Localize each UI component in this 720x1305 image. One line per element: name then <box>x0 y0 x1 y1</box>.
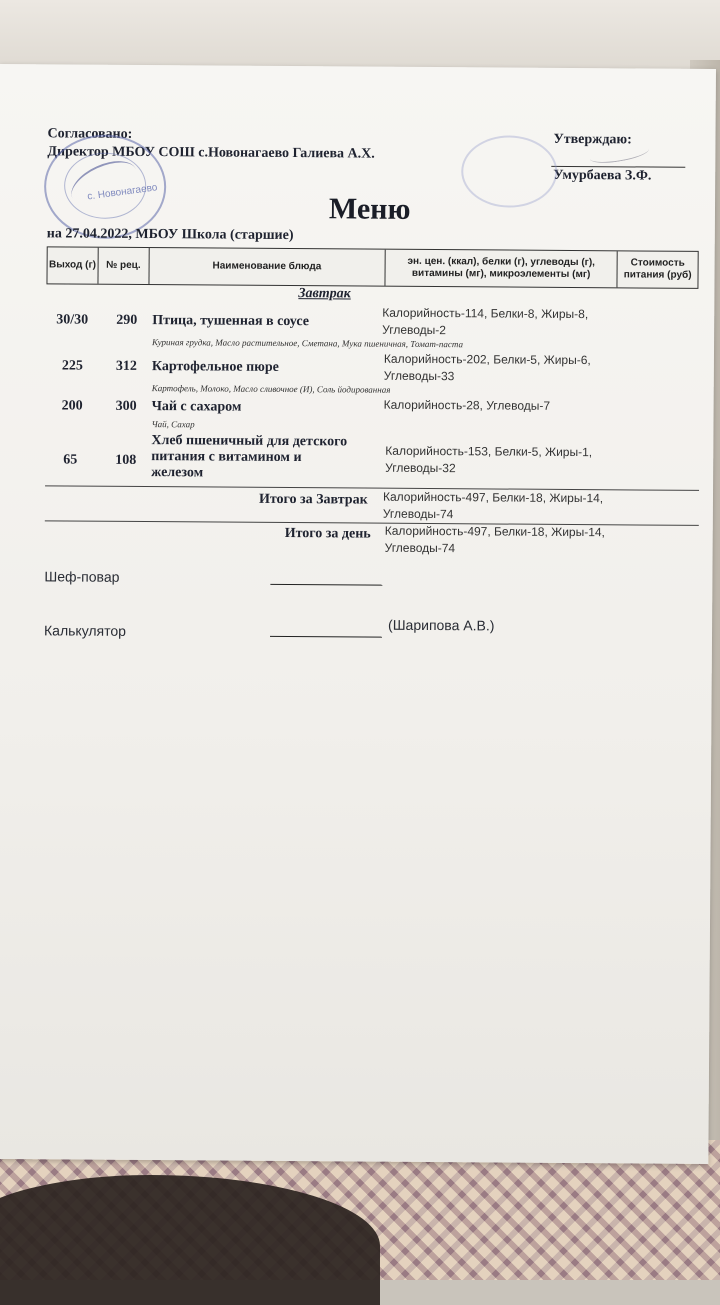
stamp-text: с. Новонагаево <box>86 182 159 203</box>
calculator-name: (Шарипова А.В.) <box>388 616 495 634</box>
calculator-signature-line <box>270 636 382 638</box>
menu-document <box>0 64 716 1164</box>
nutrition-line: Калорийность-28, Углеводы-7 <box>383 397 551 413</box>
chef-label: Шеф-повар <box>44 568 120 585</box>
breakfast-total-label: Итого за Завтрак <box>258 491 368 508</box>
row-ingredients: Чай, Сахар <box>151 419 195 430</box>
breakfast-total-nutrition <box>383 489 623 525</box>
dish-line: Хлеб пшеничный для детского <box>151 433 348 450</box>
nutrition-line: Углеводы-32 <box>385 460 456 476</box>
row-yield: 225 <box>61 358 83 374</box>
approval-label: Согласовано: <box>47 126 133 142</box>
nutrition-line: Углеводы-33 <box>383 368 455 384</box>
row-yield: 200 <box>61 398 83 414</box>
row-ingredients: Картофель, Молоко, Масло сливочное (И), Соль йодированная <box>151 383 391 395</box>
nutrition-line: Углеводы-2 <box>382 322 447 338</box>
row-nutrition <box>384 397 624 416</box>
col-nutrition-header: эн. цен. (ккал), белки (г), углеводы (г), витамины (мг), микроэлементы (мг) <box>385 250 618 288</box>
dish-line: питания с витамином и <box>151 449 302 466</box>
row-nutrition <box>382 305 622 341</box>
menu-date-subtitle: на 27.04.2022, МБОУ Школа (старшие) <box>46 226 294 244</box>
confirm-label: Утверждаю: <box>553 131 632 148</box>
row-nutrition <box>384 351 624 387</box>
row-yield: 30/30 <box>56 312 89 328</box>
nutrition-line: Калорийность-202, Белки-5, Жиры-6, <box>383 351 591 368</box>
row-dish: Птица, тушенная в соусе <box>152 313 310 330</box>
row-dish <box>151 433 347 482</box>
row-recipe: 290 <box>116 312 138 328</box>
nutrition-line: Калорийность-497, Белки-18, Жиры-14, <box>384 523 605 540</box>
day-total-nutrition <box>385 523 625 559</box>
col-dish-header: Наименование блюда <box>149 248 386 286</box>
calculator-label: Калькулятор <box>43 622 127 639</box>
row-recipe: 300 <box>115 398 137 414</box>
table-header <box>46 246 698 289</box>
nutrition-line: Калорийность-153, Белки-5, Жиры-1, <box>385 443 593 460</box>
nutrition-line: Калорийность-497, Белки-18, Жиры-14, <box>382 489 604 506</box>
nutrition-line: Калорийность-114, Белки-8, Жиры-8, <box>382 305 589 322</box>
dish-line: железом <box>151 465 204 481</box>
row-recipe: 108 <box>115 452 137 468</box>
col-cost-header: Стоимость питания (руб) <box>623 257 692 281</box>
col-yield-header: Выход (г) <box>47 247 98 283</box>
approval-stamp <box>461 135 558 208</box>
day-total-label: Итого за день <box>284 525 371 542</box>
section-breakfast: Завтрак <box>298 286 351 302</box>
approver-name: Умурбаева З.Ф. <box>553 167 652 184</box>
page-title: Меню <box>328 192 411 226</box>
col-recipe-header: № рец. <box>98 248 149 284</box>
row-dish: Картофельное пюре <box>151 359 279 375</box>
row-ingredients: Куриная грудка, Масло растительное, Сметана, Мука пшеничная, Томат-паста <box>152 337 464 350</box>
director-line: Директор МБОУ СОШ с.Новонагаево Галиева А.Х. <box>47 144 375 162</box>
row-dish: Чай с сахаром <box>151 399 242 415</box>
nutrition-line: Углеводы-74 <box>384 540 456 556</box>
nutrition-line: Углеводы-74 <box>382 506 454 522</box>
row-yield: 65 <box>63 452 78 468</box>
chef-signature-line <box>270 584 382 586</box>
row-recipe: 312 <box>115 358 137 374</box>
row-nutrition <box>385 443 625 479</box>
